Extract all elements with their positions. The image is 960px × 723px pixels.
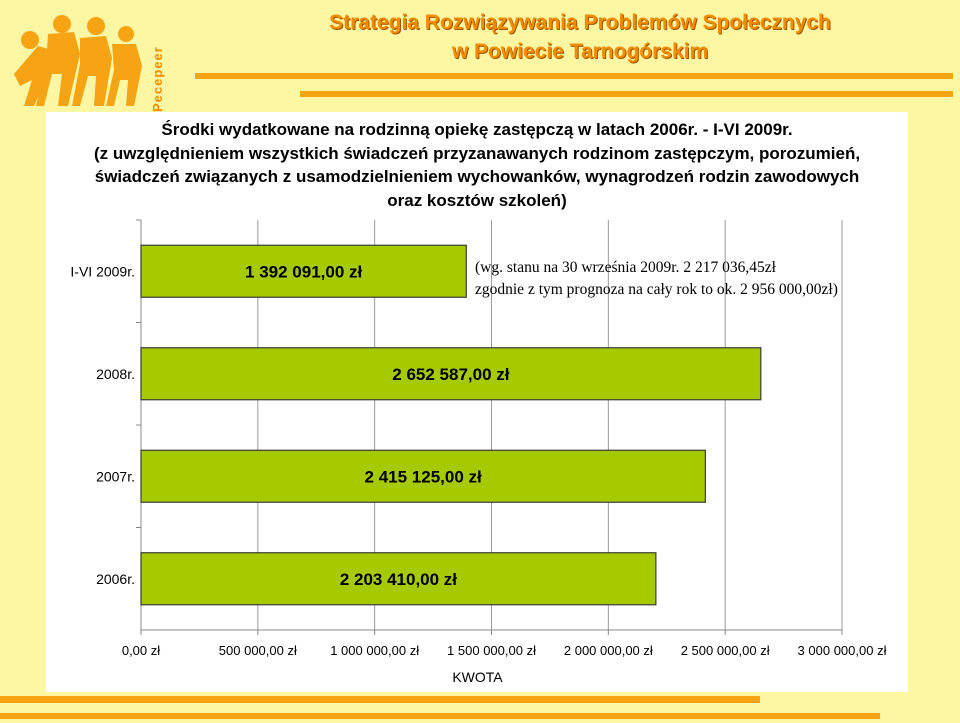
x-axis-label: KWOTA — [452, 669, 503, 685]
x-tick-label: 3 000 000,00 zł — [797, 643, 887, 658]
page-title-line2: w Powiecie Tarnogórskim — [451, 40, 709, 63]
chart-title-line: (z uwzględnieniem wszystkich świadczeń przyzanawanych rodzinom zastępczym, porozumień, — [93, 143, 861, 163]
x-tick-label: 0,00 zł — [121, 643, 161, 658]
page-title-line1: Strategia Rozwiązywania Problemów Społecznych — [329, 11, 831, 34]
data-label: 1 392 091,00 zł — [245, 262, 363, 282]
data-label: 2 203 410,00 zł — [339, 569, 458, 589]
chart-annotation — [475, 257, 838, 301]
y-tick-label: 2006r. — [96, 570, 135, 587]
chart-title-line: Środki wydatkowane na rodzinną opiekę zastępczą w latach 2006r. - I-VI 2009r. — [161, 120, 793, 139]
annotation-line: zgodnie z tym prognoza na cały rok to ok. 2 956 000,00zł) — [475, 281, 838, 298]
annotation-line: (wg. stanu na 30 września 2009r. 2 217 036,45zł — [475, 259, 776, 276]
x-tick-label: 500 000,00 zł — [218, 643, 297, 658]
data-label: 2 652 587,00 zł — [392, 364, 510, 384]
chart-title-line: oraz kosztów szkoleń) — [387, 190, 567, 210]
logo-text: Pecepeer — [150, 46, 165, 112]
y-tick-label: 2007r. — [96, 468, 135, 485]
y-tick-label: 2008r. — [96, 365, 135, 382]
x-tick-label: 2 000 000,00 zł — [563, 643, 653, 658]
x-tick-label: 2 500 000,00 zł — [680, 643, 770, 658]
x-tick-label: 1 000 000,00 zł — [330, 643, 420, 658]
chart-title-line: świadczeń związanych z usamodzielnieniem wychowanków, wynagrodzeń rodzin zawodowych — [94, 167, 860, 186]
y-tick-label: I-VI 2009r. — [70, 263, 135, 280]
x-tick-label: 1 500 000,00 zł — [447, 643, 536, 658]
data-label: 2 415 125,00 zł — [364, 467, 482, 487]
